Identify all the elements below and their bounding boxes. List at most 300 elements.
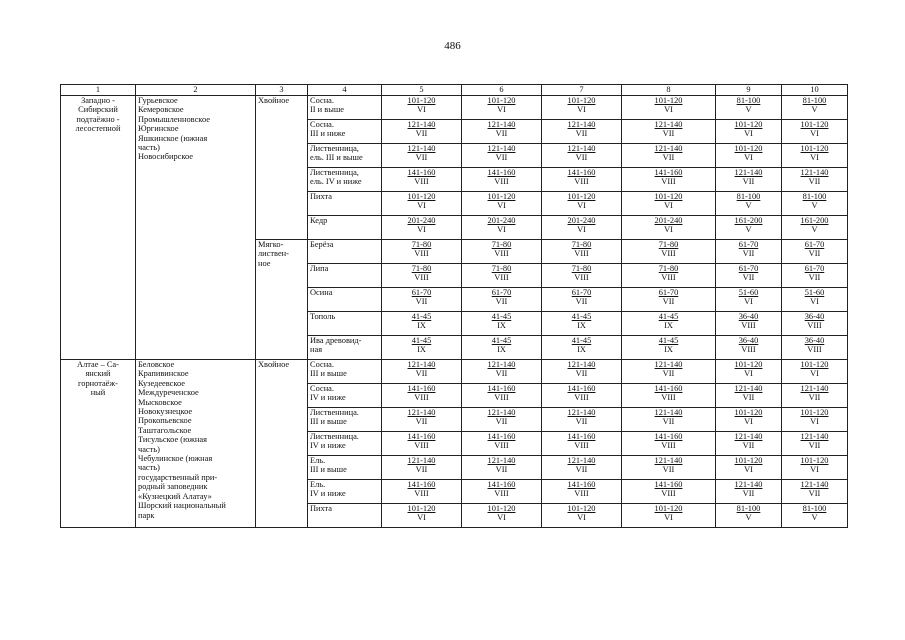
age-class: VI [664,105,673,115]
value-cell [716,312,782,336]
value-cell [782,336,848,360]
age-range: 121-140 [407,456,436,465]
age-range: 121-140 [567,360,596,369]
age-class: VIII [414,273,429,283]
age-range: 141-160 [567,384,596,393]
age-class: VI [810,129,819,139]
table-row [61,96,848,120]
species-cell [308,216,382,240]
value-cell [782,120,848,144]
age-class: VII [415,369,428,379]
age-class: VII [415,129,428,139]
age-range: 141-160 [407,480,436,489]
age-range: 121-140 [800,384,829,393]
age-class: VI [810,369,819,379]
species-name: Пихта [310,504,332,513]
age-range: 121-140 [800,168,829,177]
age-range: 101-120 [734,120,763,129]
age-range: 141-160 [407,432,436,441]
age-range: 121-140 [800,480,829,489]
age-class: VIII [574,441,589,451]
age-range: 61-70 [411,288,432,297]
age-class: VI [664,513,673,523]
species-cell [308,288,382,312]
age-range: 36-40 [738,312,759,321]
age-range: 41-45 [411,312,432,321]
age-range: 121-140 [654,120,683,129]
value-cell [622,480,716,504]
age-class: VIII [414,393,429,403]
value-cell [542,480,622,504]
value-cell [462,168,542,192]
age-class: V [745,513,752,523]
age-range: 121-140 [734,168,763,177]
age-class: V [811,513,818,523]
age-class: VIII [574,393,589,403]
age-class: VI [497,105,506,115]
value-cell [716,96,782,120]
age-range: 201-240 [654,216,683,225]
species-name: Лиственница. IV и ниже [310,432,359,451]
value-cell [542,240,622,264]
age-range: 101-120 [734,408,763,417]
age-class: VIII [574,249,589,259]
age-class: VIII [661,393,676,403]
value-cell [782,432,848,456]
value-cell [462,144,542,168]
species-cell [308,360,382,384]
age-class: VIII [661,177,676,187]
age-range: 101-120 [487,96,516,105]
age-class: VIII [494,489,509,499]
age-class: VIII [414,441,429,451]
age-range: 121-140 [654,360,683,369]
age-class: VII [495,465,508,475]
value-cell [382,240,462,264]
age-class: IX [417,321,426,331]
age-class: VIII [661,441,676,451]
age-range: 101-120 [407,192,436,201]
value-cell [622,504,716,528]
value-cell [462,288,542,312]
value-cell [782,192,848,216]
value-cell [382,168,462,192]
age-range: 41-45 [411,336,432,345]
age-range: 121-140 [407,360,436,369]
age-class: VII [662,369,675,379]
value-cell [462,456,542,480]
age-range: 101-120 [800,144,829,153]
zone-cell [61,360,136,528]
value-cell [716,144,782,168]
table-row [61,360,848,384]
age-class: VI [417,225,426,235]
age-range: 81-100 [736,504,761,513]
age-range: 101-120 [734,456,763,465]
age-class: VI [417,105,426,115]
value-cell [622,408,716,432]
column-header: 1 [61,85,136,96]
age-range: 61-70 [804,240,825,249]
column-header: 5 [382,85,462,96]
age-range: 121-140 [654,456,683,465]
age-class-table [60,84,848,528]
value-cell [462,120,542,144]
age-range: 121-140 [487,456,516,465]
column-header: 7 [542,85,622,96]
age-range: 71-80 [491,264,512,273]
age-range: 36-40 [804,336,825,345]
value-cell [716,288,782,312]
value-cell [716,432,782,456]
value-cell [382,264,462,288]
species-name: Ель. III и выше [310,456,347,475]
age-class: VIII [574,273,589,283]
value-cell [462,504,542,528]
value-cell [782,96,848,120]
zone-name: Западно - Сибирский подтаёжно - лесостепной [75,96,121,134]
value-cell [382,120,462,144]
age-range: 101-120 [800,408,829,417]
value-cell [382,504,462,528]
age-range: 61-70 [658,288,679,297]
age-class: VII [575,297,588,307]
value-cell [462,432,542,456]
value-cell [462,480,542,504]
age-class: VIII [494,393,509,403]
age-class: VI [577,105,586,115]
species-name: Ива древовид- ная [310,336,362,355]
age-range: 121-140 [654,408,683,417]
value-cell [542,216,622,240]
age-range: 101-120 [487,192,516,201]
age-class: VII [495,297,508,307]
species-name: Сосна. III и выше [310,360,347,379]
age-class: VII [742,441,755,451]
species-cell [308,408,382,432]
table-body [61,96,848,528]
value-cell [622,288,716,312]
value-cell [622,96,716,120]
age-class: V [811,201,818,211]
species-cell [308,192,382,216]
value-cell [462,360,542,384]
value-cell [716,408,782,432]
column-header: 2 [136,85,256,96]
age-range: 141-160 [567,480,596,489]
value-cell [782,240,848,264]
age-range: 141-160 [487,384,516,393]
zone-name: Алтае – Са- янский горнотаёж- ный [77,360,119,398]
age-class: VII [742,273,755,283]
value-cell [622,456,716,480]
value-cell [542,408,622,432]
age-range: 71-80 [658,240,679,249]
age-range: 101-120 [800,456,829,465]
age-class: VI [744,417,753,427]
value-cell [382,312,462,336]
value-cell [716,264,782,288]
age-range: 101-120 [654,504,683,513]
species-name: Ель. IV и ниже [310,480,346,499]
value-cell [716,240,782,264]
value-cell [622,216,716,240]
value-cell [462,240,542,264]
age-range: 161-200 [734,216,763,225]
age-range: 51-60 [804,288,825,297]
value-cell [542,264,622,288]
age-class: VI [810,417,819,427]
group-name: Мягко- листвен- ное [258,240,289,268]
age-class: VII [415,297,428,307]
species-cell [308,504,382,528]
age-range: 41-45 [658,336,679,345]
age-class: VI [497,201,506,211]
forestries-list: Беловское Крапивинское Кузедеевское Междуреченское Мысковское Новокузнецкое Прокопьевское Таштагольское Тисульское (южная часть) Чебулинское (южная часть) государственный при- родный заповедник «Кузнецкий Алатау» Шорский национальный парк [138,360,226,520]
age-class: IX [417,345,426,355]
column-header: 8 [622,85,716,96]
age-range: 101-120 [487,504,516,513]
value-cell [782,144,848,168]
value-cell [622,336,716,360]
age-class: IX [497,321,506,331]
age-range: 41-45 [491,312,512,321]
age-class: VI [417,201,426,211]
species-cell [308,336,382,360]
age-class: VIII [741,345,756,355]
age-class: VI [744,297,753,307]
age-class: VI [577,201,586,211]
value-cell [382,192,462,216]
age-range: 61-70 [738,264,759,273]
species-cell [308,240,382,264]
age-class: VII [808,177,821,187]
age-class: V [811,225,818,235]
age-class: VI [744,369,753,379]
species-cell [308,168,382,192]
species-cell [308,456,382,480]
age-range: 101-120 [734,360,763,369]
value-cell [382,432,462,456]
age-class: VII [575,465,588,475]
value-cell [382,288,462,312]
header-row [61,85,848,96]
age-class: VI [497,513,506,523]
age-range: 121-140 [734,480,763,489]
age-class: VI [664,201,673,211]
age-range: 121-140 [487,120,516,129]
age-range: 121-140 [567,120,596,129]
age-range: 121-140 [567,144,596,153]
age-class: VII [662,417,675,427]
value-cell [622,264,716,288]
species-name: Лиственница, ель. IV и ниже [310,168,362,187]
age-range: 101-120 [567,96,596,105]
value-cell [462,216,542,240]
value-cell [382,456,462,480]
age-range: 71-80 [571,240,592,249]
age-class: VII [742,249,755,259]
age-range: 71-80 [658,264,679,273]
value-cell [782,456,848,480]
age-class: VI [744,465,753,475]
value-cell [542,312,622,336]
value-cell [782,504,848,528]
age-range: 121-140 [567,408,596,417]
age-class: VIII [494,177,509,187]
age-class: IX [577,321,586,331]
value-cell [382,384,462,408]
age-range: 141-160 [654,384,683,393]
group-cell [256,96,308,240]
value-cell [622,144,716,168]
age-class: V [745,105,752,115]
age-class: VII [742,489,755,499]
age-range: 41-45 [571,312,592,321]
value-cell [622,192,716,216]
age-range: 121-140 [654,144,683,153]
value-cell [782,312,848,336]
value-cell [716,120,782,144]
age-range: 201-240 [567,216,596,225]
age-class: V [811,105,818,115]
age-class: VIII [807,321,822,331]
age-class: VIII [661,249,676,259]
group-name: Хвойное [258,96,290,105]
value-cell [382,336,462,360]
age-class: VII [415,417,428,427]
value-cell [782,480,848,504]
age-range: 121-140 [487,360,516,369]
age-class: IX [664,345,673,355]
value-cell [782,216,848,240]
value-cell [716,480,782,504]
age-range: 141-160 [654,480,683,489]
age-class: VII [575,153,588,163]
age-class: VI [577,513,586,523]
value-cell [622,312,716,336]
species-name: Лиственница. III и выше [310,408,359,427]
age-range: 141-160 [567,432,596,441]
age-range: 121-140 [407,408,436,417]
species-cell [308,480,382,504]
age-range: 121-140 [734,432,763,441]
value-cell [542,144,622,168]
age-class: VII [662,129,675,139]
value-cell [622,240,716,264]
age-class: VII [662,153,675,163]
value-cell [622,120,716,144]
age-range: 121-140 [487,408,516,417]
age-range: 101-120 [407,504,436,513]
species-cell [308,144,382,168]
age-class: VI [810,465,819,475]
value-cell [622,432,716,456]
age-class: VII [495,129,508,139]
value-cell [782,288,848,312]
column-header: 6 [462,85,542,96]
age-class: VI [744,153,753,163]
species-cell [308,264,382,288]
age-range: 201-240 [407,216,436,225]
age-class: VIII [494,441,509,451]
age-class: V [745,225,752,235]
forestries-cell [136,96,256,360]
species-name: Липа [310,264,329,273]
age-range: 81-100 [802,504,827,513]
zone-cell [61,96,136,360]
value-cell [382,216,462,240]
value-cell [782,264,848,288]
value-cell [542,504,622,528]
species-cell [308,96,382,120]
age-range: 101-120 [800,120,829,129]
age-class: V [745,201,752,211]
age-range: 141-160 [487,432,516,441]
value-cell [542,336,622,360]
value-cell [542,168,622,192]
page-number: 486 [444,40,461,52]
age-class: VIII [414,177,429,187]
age-class: VI [664,225,673,235]
age-class: VII [808,249,821,259]
age-range: 101-120 [654,192,683,201]
value-cell [782,168,848,192]
age-class: VII [495,153,508,163]
age-range: 121-140 [487,144,516,153]
age-range: 141-160 [487,480,516,489]
age-range: 51-60 [738,288,759,297]
age-class: VII [808,489,821,499]
value-cell [542,384,622,408]
age-range: 141-160 [407,168,436,177]
value-cell [542,192,622,216]
column-header: 9 [716,85,782,96]
age-range: 81-100 [736,192,761,201]
age-range: 121-140 [567,456,596,465]
age-range: 71-80 [411,264,432,273]
age-class: VII [662,297,675,307]
age-range: 41-45 [658,312,679,321]
value-cell [782,384,848,408]
value-cell [382,144,462,168]
age-class: VII [415,153,428,163]
value-cell [622,168,716,192]
age-class: VII [808,441,821,451]
age-class: VIII [807,345,822,355]
age-range: 61-70 [571,288,592,297]
species-cell [308,312,382,336]
value-cell [622,384,716,408]
value-cell [462,408,542,432]
age-range: 141-160 [407,384,436,393]
age-class: VIII [741,321,756,331]
species-name: Берёза [310,240,334,249]
age-range: 41-45 [491,336,512,345]
value-cell [462,264,542,288]
age-range: 61-70 [491,288,512,297]
age-range: 141-160 [567,168,596,177]
forestries-cell [136,360,256,528]
age-class: VII [808,393,821,403]
age-class: VII [575,129,588,139]
age-range: 101-120 [654,96,683,105]
value-cell [716,360,782,384]
value-cell [716,216,782,240]
value-cell [716,192,782,216]
age-range: 61-70 [738,240,759,249]
value-cell [542,96,622,120]
